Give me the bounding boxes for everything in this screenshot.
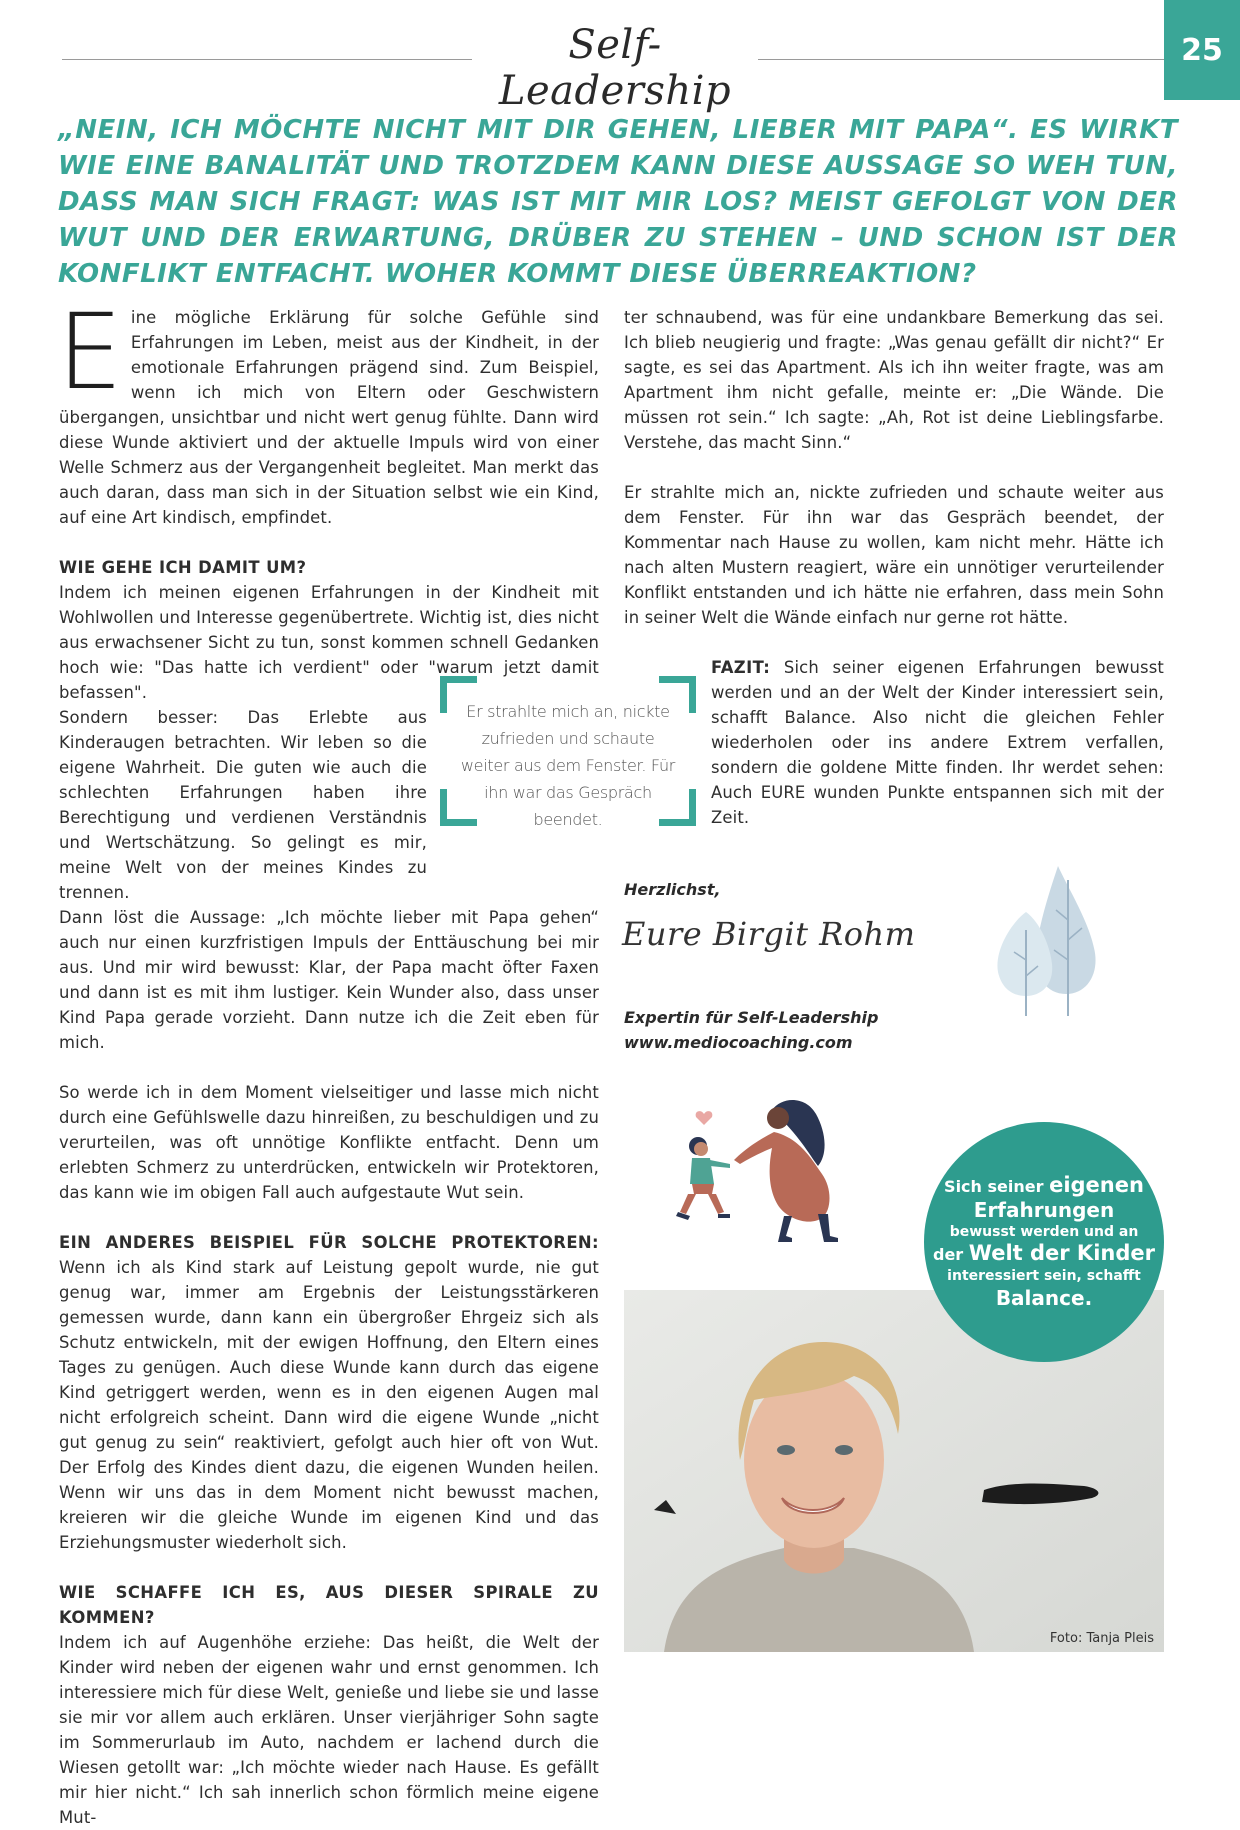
- paragraph-2b: Sondern besser: Das Erlebte aus Kinderaugen betrachten. Wir leben so die eigene Wahrheit. Die guten wie auch die schlechten Erfahrungen haben ihre Berechtigung und verdienen Verständnis und Wertschätzung. So gelingt es mir, meine Welt von der meines Kindes zu trennen.: [59, 708, 427, 902]
- heart-icon: [696, 1111, 713, 1125]
- heading-spirale: WIE SCHAFFE ICH ES, AUS DIESER SPIRALE ZU KOMMEN?: [59, 1583, 599, 1627]
- photo-credit: Foto: Tanja Pleis: [1049, 1631, 1154, 1646]
- section-title: Self-Leadership: [498, 22, 732, 114]
- callout-line4a: der: [933, 1245, 964, 1264]
- callout-line4b: Welt der Kinder: [968, 1241, 1155, 1265]
- signature-website[interactable]: www.mediocoaching.com: [624, 1033, 853, 1052]
- trees-illustration: [990, 860, 1130, 1020]
- callout-line3: bewusst werden und an: [949, 1224, 1139, 1240]
- right-paragraph-2: Er strahlte mich an, nickte zufrieden und schaute weiter aus dem Fenster. Für ihn war das Gespräch beendet, der Kommentar nach Hause zu wollen, kam nicht mehr. Hätte ich nach alten Mustern reagiert, wäre ein unnötiger verurteilender Konflikt entstanden und ich hätte nie erfahren, dass mein Sohn in seiner Welt die Wände einfach nur gerne rot hätte.: [624, 483, 1164, 627]
- right-paragraph-1: ter schnaubend, was für eine undankbare Bemerkung das sei. Ich blieb neugierig und fragte: „Was genau gefällt dir nicht?“ Er sagte, es sei das Apartment. Als ich ihn weiter fragte, was am Apartment ihm nicht gefalle, meinte er: „Die Wände. Die müssen rot sein.“ Ich sagte: „Ah, Rot ist deine Lieblingsfarbe. Verstehe, das macht Sinn.“: [624, 308, 1164, 452]
- heading-anderes-beispiel: EIN ANDERES BEISPIEL FÜR SOLCHE PROTEKTOREN:: [59, 1233, 599, 1252]
- page-number: 25: [1164, 0, 1240, 100]
- paragraph-5: Indem ich auf Augenhöhe erziehe: Das heißt, die Welt der Kinder wird neben der eigenen wahr und ernst genommen. Ich interessiere mich für diese Welt, genieße und liebe sie und lasse sie mir vor allem auch erklären. Unser vierjähriger Sohn sagte im Sommerurlaub im Auto, nachdem er lachend durch die Wiesen getollt war: „Ich möchte wieder nach Hause. Es gefällt mir hier nicht.“ Ich sah innerlich schon förmlich meine eigene Mut-: [59, 1633, 599, 1827]
- callout-line2: Erfahrungen: [973, 1198, 1115, 1222]
- dropcap: E: [57, 291, 123, 413]
- fazit-text: Sich seiner eigenen Erfahrungen bewusst werden und an der Welt der Kinder interessiert sein, schafft Balance. Also nicht die gleichen Fehler wiederholen oder ins andere Extrem verfallen, sondern die goldene Mitte finden. Ihr werdet sehen: Auch EURE wunden Punkte entspannen sich mit der Zeit.: [711, 658, 1164, 827]
- paragraph-4: Wenn ich als Kind stark auf Leistung gepolt wurde, nie gut genug war, immer am Ergebnis der Leistungsstärkeren gemessen wurde, dann kann ein übergroßer Ehrgeiz sich als Schutz entwickeln, mit der ewigen Hoffnung, den Eltern eines Tages zu genügen. Auch diese Wunde kann durch das eigene Kind getriggert werden, wenn es in den eigenen Augen mal nicht erfolgreich scheint. Dann wird die eigene Wunde „nicht gut genug zu sein“ reaktiviert, gefolgt auch hier oft von Wut. Der Erfolg des Kindes dient dazu, die eigenen Wunden heilen. Wenn wir uns das in dem Moment nicht bewusst machen, kreieren wir die gleiche Wunde im eigenen Kind und das Erziehungsmuster wiederholt sich.: [59, 1258, 599, 1552]
- mother-child-illustration: [668, 1088, 858, 1248]
- header-rule-left: [62, 59, 472, 60]
- fazit-label: FAZIT:: [711, 658, 771, 677]
- signature-role: Expertin für Self-Leadership: [624, 1008, 879, 1027]
- callout-line5: interessiert sein, schafft: [947, 1268, 1141, 1284]
- paragraph-3: So werde ich in dem Moment vielseitiger und lasse mich nicht durch eine Gefühlswelle dazu hinreißen, zu beschuldigen und zu verurteilen, was oft unnötige Konflikte entfacht. Denn um erlebten Schmerz zu unterdrücken, entwickeln wir Protektoren, das kann wie im obigen Fall auch aufgestaute Wut sein.: [59, 1083, 599, 1202]
- callout-line1b: eigenen: [1049, 1173, 1144, 1197]
- signature-greeting: Herzlichst,: [624, 880, 721, 899]
- pull-quote-text: Er strahlte mich an, nickte zufrieden und schaute weiter aus dem Fenster. Für ihn war das Gespräch beendet.: [460, 702, 676, 829]
- pull-quote: [440, 676, 696, 829]
- signature-role-block: [624, 1005, 878, 1055]
- right-column: [624, 305, 1164, 655]
- callout-line1a: Sich seiner: [944, 1177, 1044, 1196]
- heading-wie-gehe-ich: WIE GEHE ICH DAMIT UM?: [59, 558, 307, 577]
- callout-line6: Balance.: [995, 1286, 1093, 1310]
- left-column: [57, 291, 599, 1830]
- header-rule-right: [758, 59, 1164, 60]
- signature-name: Eure Birgit Rohm: [622, 915, 916, 953]
- paragraph-1: ine mögliche Erklärung für solche Gefühle sind Erfahrungen im Leben, meist aus der Kindheit, in der emotionale Erfahrungen prägend sind. Zum Beispiel, wenn ich mich von Eltern oder Geschwistern übergangen, unsichtbar und nicht wert genug fühlte. Dann wird diese Wunde aktiviert und der aktuelle Impuls wird von einer Welle Schmerz aus der Vergangenheit begleitet. Man merkt das auch daran, dass man sich in der Situation selbst wie ein Kind, auf eine Art kindisch, empfindet.: [59, 308, 599, 527]
- fazit-block: [711, 655, 1164, 830]
- paragraph-2a: Indem ich meinen eigenen Erfahrungen in der Kindheit mit Wohlwollen und Interesse gegenübertrete. Wichtig ist, dies nicht aus erwachsener Sicht zu tun, sonst kommen schnell Gedanken hoch wie: "Das hatte ich verdient" oder "warum jetzt damit befassen".: [59, 583, 599, 702]
- paragraph-2c: Dann löst die Aussage: „Ich möchte lieber mit Papa gehen“ auch nur einen kurzfristigen Impuls der Enttäuschung bei mir aus. Und mir wird bewusst: Klar, der Papa macht öfter Faxen und dann ist es mit ihm lustiger. Kein Wunder also, dass unser Kind Papa gerade vorzieht. Dann nutze ich die Zeit eben für mich.: [59, 908, 599, 1052]
- intro-lead: „NEIN, ICH MÖCHTE NICHT MIT DIR GEHEN, LIEBER MIT PAPA“. ES WIRKT WIE EINE BANALITÄT UND TROTZDEM KANN DIESE AUSSAGE SO WEH TUN, DASS MAN SICH FRAGT: WAS IST MIT MIR LOS? MEIST GEFOLGT VON DER WUT UND DER ERWARTUNG, DRÜBER ZU STEHEN – UND SCHON IST DER KONFLIKT ENTFACHT. WOHER KOMMT DIESE ÜBERREAKTION?: [58, 115, 1178, 289]
- callout-circle: [924, 1122, 1164, 1362]
